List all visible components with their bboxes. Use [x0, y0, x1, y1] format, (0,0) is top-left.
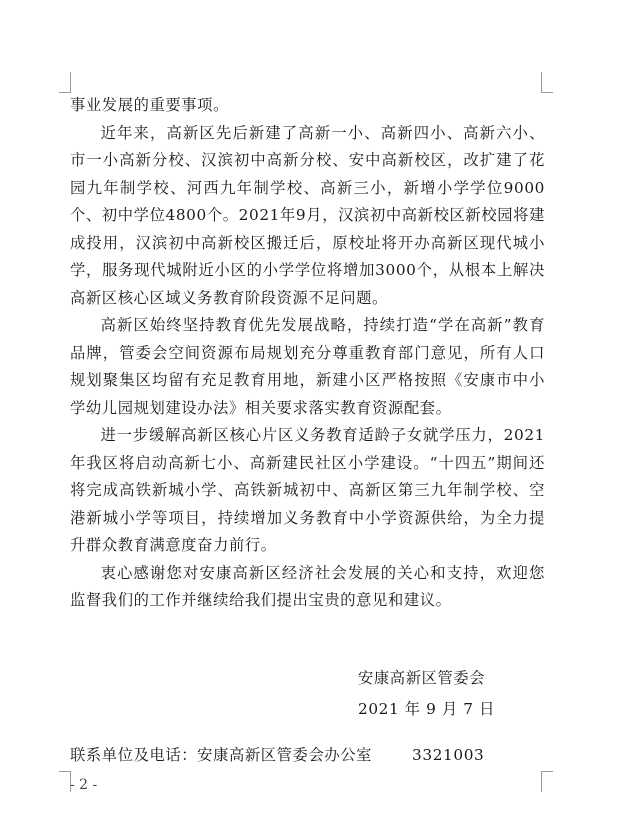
paragraph-thanks: 衷心感谢您对安康高新区经济社会发展的关心和支持，欢迎您监督我们的工作并继续给我们提出宝贵的意见和建议。 — [70, 563, 545, 609]
paragraph-future-plans: 进一步缓解高新区核心片区义务教育适龄子女就学压力，2021年我区将启动高新七小、高新建民社区小学建设。“十四五”期间还将完成高铁新城小学、高铁新城初中、高新区第三九年制学校、空港新城小学等项目，持续增加义务教育中小学资源供给，为全力提升群众教育满意度奋力前行。 — [70, 426, 545, 554]
paragraph-continuation: 事业发展的重要事项。 — [70, 96, 229, 114]
paragraph-education-strategy: 高新区始终坚持教育优先发展战略，持续打造“学在高新”教育品牌，管委会空间资源布局规划充分尊重教育部门意见，所有人口规划聚集区均留有充足教育用地，新建小区严格按照《安康市中小学幼儿园规划建设办法》相关要求落实教育资源配套。 — [70, 316, 545, 417]
signature-date: 2021 年 9 月 7 日 — [358, 700, 495, 718]
contact-phone: 3321003 — [412, 746, 485, 764]
contact-label: 联系单位及电话：安康高新区管委会办公室 — [70, 746, 373, 764]
paragraph-school-construction: 近年来，高新区先后新建了高新一小、高新四小、高新六小、市一小高新分校、汉滨初中高新分校、安中高新校区，改扩建了花园九年制学校、河西九年制学校、高新三小，新增小学学位9000个、初中学位4800个。2021年9月，汉滨初中高新校区新校园将建成投用，汉滨初中高新校区搬迁后，原校址将开办高新区现代城小学，服务现代城附近小区的小学学位将增加3000个，从根本上解决高新区核心区域义务教育阶段资源不足问题。 — [70, 123, 545, 307]
page-number: - 2 - — [70, 777, 98, 793]
contact-line — [70, 743, 484, 765]
signature-organization: 安康高新区管委会 — [358, 669, 486, 687]
crop-mark-bottom-right — [541, 771, 553, 792]
document-body — [70, 92, 545, 615]
crop-mark-top-right — [541, 72, 553, 93]
crop-mark-top-left — [59, 72, 71, 93]
